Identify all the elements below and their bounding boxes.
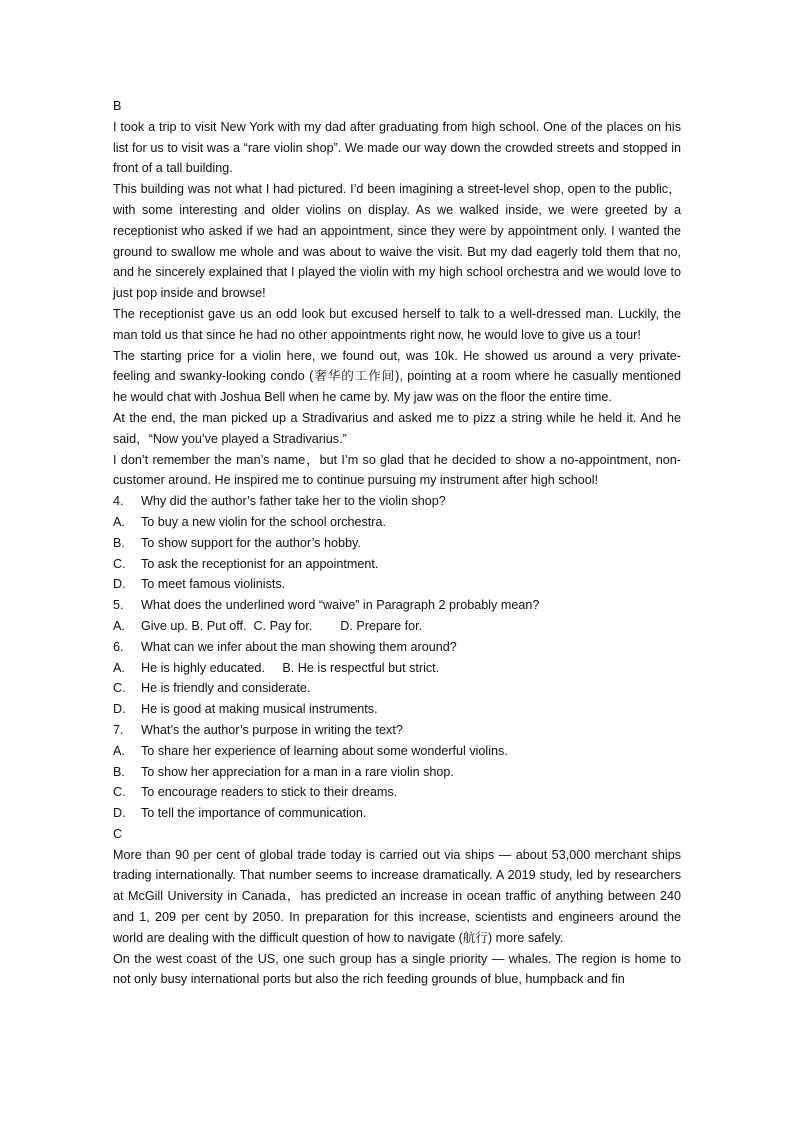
option-line	[113, 762, 681, 783]
option-line	[113, 533, 681, 554]
option-text: He is highly educated. B. He is respectful but strict.	[141, 660, 440, 675]
question-line	[113, 637, 681, 658]
question-number: 6.	[113, 639, 124, 654]
passage-paragraph: On the west coast of the US, one such group has a single priority — whales. The region is home to not only busy international ports but also the rich feeding grounds of blue, humpback and fin	[113, 951, 681, 987]
option-line	[113, 782, 681, 803]
option-letter: B.	[113, 535, 125, 550]
option-line	[113, 658, 681, 679]
option-line	[113, 554, 681, 575]
option-line	[113, 678, 681, 699]
passage-paragraph: The receptionist gave us an odd look but excused herself to talk to a well-dressed man. Luckily, the man told us that since he had no other appointments right now, he would love to give us a tour!	[113, 306, 681, 342]
passage-paragraph: At the end, the man picked up a Stradivarius and asked me to pizz a string while he held it. And he said，“Now you’ve played a Stradivarius.”	[113, 410, 681, 446]
question-line	[113, 595, 681, 616]
option-line	[113, 803, 681, 824]
question-number: 7.	[113, 722, 124, 737]
option-line	[113, 741, 681, 762]
question-line	[113, 491, 681, 512]
passage-paragraph: The starting price for a violin here, we found out, was 10k. He showed us around a very private-feeling and swanky-looking condo (奢华的工作间), pointing at a room where he casually mentioned he would chat with Joshua Bell when he came by. My jaw was on the floor the entire time.	[113, 348, 681, 405]
question-number: 4.	[113, 494, 124, 509]
option-text: To ask the receptionist for an appointment.	[141, 556, 379, 571]
question-text: Why did the author’s father take her to the violin shop?	[141, 494, 446, 509]
question-text: What does the underlined word “waive” in Paragraph 2 probably mean?	[141, 598, 540, 613]
option-line	[113, 699, 681, 720]
option-letter: C.	[113, 785, 126, 800]
option-text: To encourage readers to stick to their dreams.	[141, 785, 398, 800]
option-text: Give up. B. Put off. C. Pay for. D. Prepare for.	[141, 618, 423, 633]
option-text: To show her appreciation for a man in a rare violin shop.	[141, 764, 454, 779]
option-text: To show support for the author’s hobby.	[141, 535, 361, 550]
option-text: He is friendly and considerate.	[141, 681, 311, 696]
option-text: He is good at making musical instruments.	[141, 702, 378, 717]
option-line	[113, 574, 681, 595]
option-line	[113, 512, 681, 533]
option-text: To tell the importance of communication.	[141, 806, 367, 821]
option-line	[113, 616, 681, 637]
document-page	[113, 96, 681, 990]
question-line	[113, 720, 681, 741]
option-letter: D.	[113, 806, 126, 821]
passage-paragraph: I don’t remember the man’s name，but I’m so glad that he decided to show a no-appointment, non-customer around. He inspired me to continue pursuing my instrument after high school!	[113, 452, 681, 488]
option-text: To buy a new violin for the school orchestra.	[141, 514, 387, 529]
question-text: What’s the author’s purpose in writing the text?	[141, 722, 403, 737]
passage-paragraph: This building was not what I had pictured. I’d been imagining a street-level shop, open to the public，with some interesting and older violins on display. As we walked inside, we were greeted by a receptionist who asked if we had an appointment, since they were by appointment only. I wanted the ground to swallow me whole and was about to waive the visit. But my dad eagerly told them that no, and he sincerely explained that I played the violin with my high school orchestra and we would love to just pop inside and browse!	[113, 182, 681, 301]
option-letter: D.	[113, 702, 126, 717]
option-letter: A.	[113, 618, 125, 633]
option-letter: C.	[113, 556, 126, 571]
option-letter: A.	[113, 743, 125, 758]
option-letter: A.	[113, 514, 125, 529]
option-text: To share her experience of learning about some wonderful violins.	[141, 743, 508, 758]
passage-paragraph: I took a trip to visit New York with my dad after graduating from high school. One of the places on his list for us to visit was a “rare violin shop”. We made our way down the crowded streets and stopped in front of a tall building.	[113, 119, 681, 176]
passage-paragraph: More than 90 per cent of global trade today is carried out via ships — about 53,000 merchant ships trading internationally. That number seems to increase dramatically. A 2019 study, led by researchers at McGill University in Canada，has predicted an increase in ocean traffic of anything between 240 and 1, 209 per cent by 2050. In preparation for this increase, scientists and engineers around the world are dealing with the difficult question of how to navigate (航行) more safely.	[113, 847, 681, 945]
option-letter: B.	[113, 764, 125, 779]
question-text: What can we infer about the man showing them around?	[141, 639, 457, 654]
option-letter: D.	[113, 577, 126, 592]
option-text: To meet famous violinists.	[141, 577, 286, 592]
section-c-heading: C	[113, 826, 123, 841]
section-b-heading: B	[113, 99, 122, 113]
option-letter: A.	[113, 660, 125, 675]
option-letter: C.	[113, 681, 126, 696]
question-number: 5.	[113, 598, 124, 613]
